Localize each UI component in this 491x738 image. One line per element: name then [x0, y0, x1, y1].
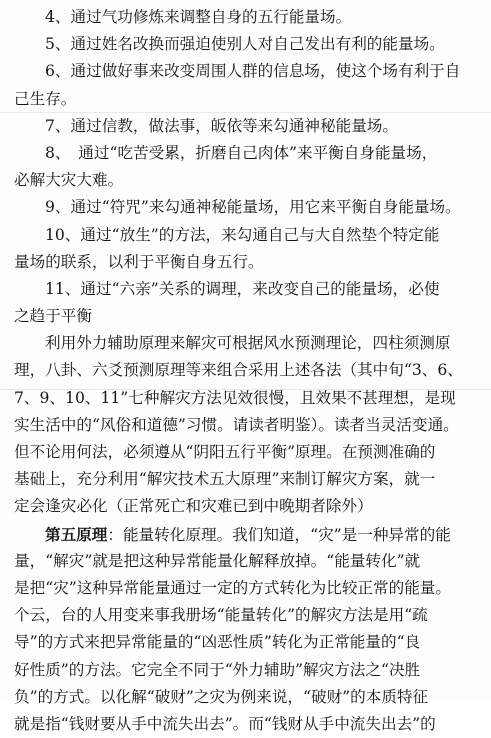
text-line: 定会逢灾必化（正常死亡和灾难已到中晚期者除外）	[14, 497, 373, 516]
list-item-7	[14, 113, 486, 140]
text-line: 5、通过姓名改换而强迫使别人对自己发出有利的能量场。	[45, 35, 445, 54]
text-line: 7、9、10、11”七种解灾方法见效很慢，且效果不甚理想，是现	[14, 388, 456, 407]
text-line: 但不论用何法，必须遵从“阴阳五行平衡”原理。在预测准确的	[14, 443, 436, 461]
list-item-5	[14, 31, 486, 58]
page-content	[14, 4, 486, 738]
list-item-6	[14, 58, 486, 112]
text-line: 基础上，充分利用“解灾技术五大原理”来制订解灾方案，就一	[14, 470, 436, 489]
text-line: 8、 通过“吃苦受累，折磨自己肉体”来平衡自身能量场，	[45, 143, 438, 162]
text-line: 9、通过“符咒”来勾通神秘能量场，用它来平衡自身能量场。	[45, 198, 461, 217]
text-line: 利用外力辅助原理来解灾可根据风水预测理论，四柱须测原	[45, 334, 451, 353]
principle-heading: 第五原理	[45, 524, 108, 544]
text-line: 6、通过做好事来改变周围人群的信息场，使这个场有利于自	[45, 62, 461, 81]
paragraph-principle-5	[14, 521, 486, 738]
text-line: 导”的方式来把异常能量的“凶恶性质”转化为正常能量的“良	[14, 633, 421, 652]
list-item-4	[14, 4, 486, 31]
text-line: 好性质”的方法。它完全不同于“外力辅助”解灾方法之“决胜	[14, 660, 421, 679]
text-line: 就是指“钱财要从手中流失出去”。而“钱财从手中流失出去”的	[14, 714, 436, 733]
text-line: 个云，台的人用变来事我册场“能量转化”的解灾方法是用“疏	[14, 606, 428, 625]
text-line: 量，“解灾”就是把这种异常能量化解释放掉。“能量转化”就	[14, 551, 421, 570]
text-line: 4、通过气功修炼来调整自身的五行能量场。	[45, 8, 352, 26]
text-line: 理，八卦、六爻预测原理等来组合采用上述各法（其中旬“3、6、	[14, 361, 463, 380]
text-line: 己生存。	[14, 89, 77, 108]
text-line: 负”的方式。以化解“破财”之灾为例来说，“破财”的本质特征	[14, 687, 429, 706]
text-line	[14, 521, 486, 548]
text-line: 之趋于平衡	[14, 307, 92, 326]
text-run: ：能量转化原理。我们知道，“灾”是一种异常的能	[107, 525, 451, 544]
text-line: 是把“灾”这种异常能量通过一定的方式转化为比较正常的能量。	[14, 578, 451, 597]
list-item-10	[14, 222, 486, 276]
text-line: 10、通过“放生”的方法，来勾通自己与大自然垫个特定能	[45, 225, 440, 244]
text-line: 量场的联系，以利于平衡自身五行。	[14, 252, 264, 271]
list-item-11	[14, 276, 486, 330]
text-line: 7、通过信教，做法事，皈依等来勾通神秘能量场。	[45, 116, 398, 135]
list-item-8	[14, 140, 486, 194]
text-line: 必解大灾大难。	[14, 171, 124, 190]
list-item-9	[14, 194, 486, 221]
paragraph-external-aid	[14, 330, 486, 520]
text-line: 实生活中的“风俗和道德”习惯。请读者明鉴）。读者当灵活变通。	[14, 415, 459, 434]
text-line: 11、通过“六亲”关系的调理，来改变自己的能量场，必使	[45, 279, 440, 298]
